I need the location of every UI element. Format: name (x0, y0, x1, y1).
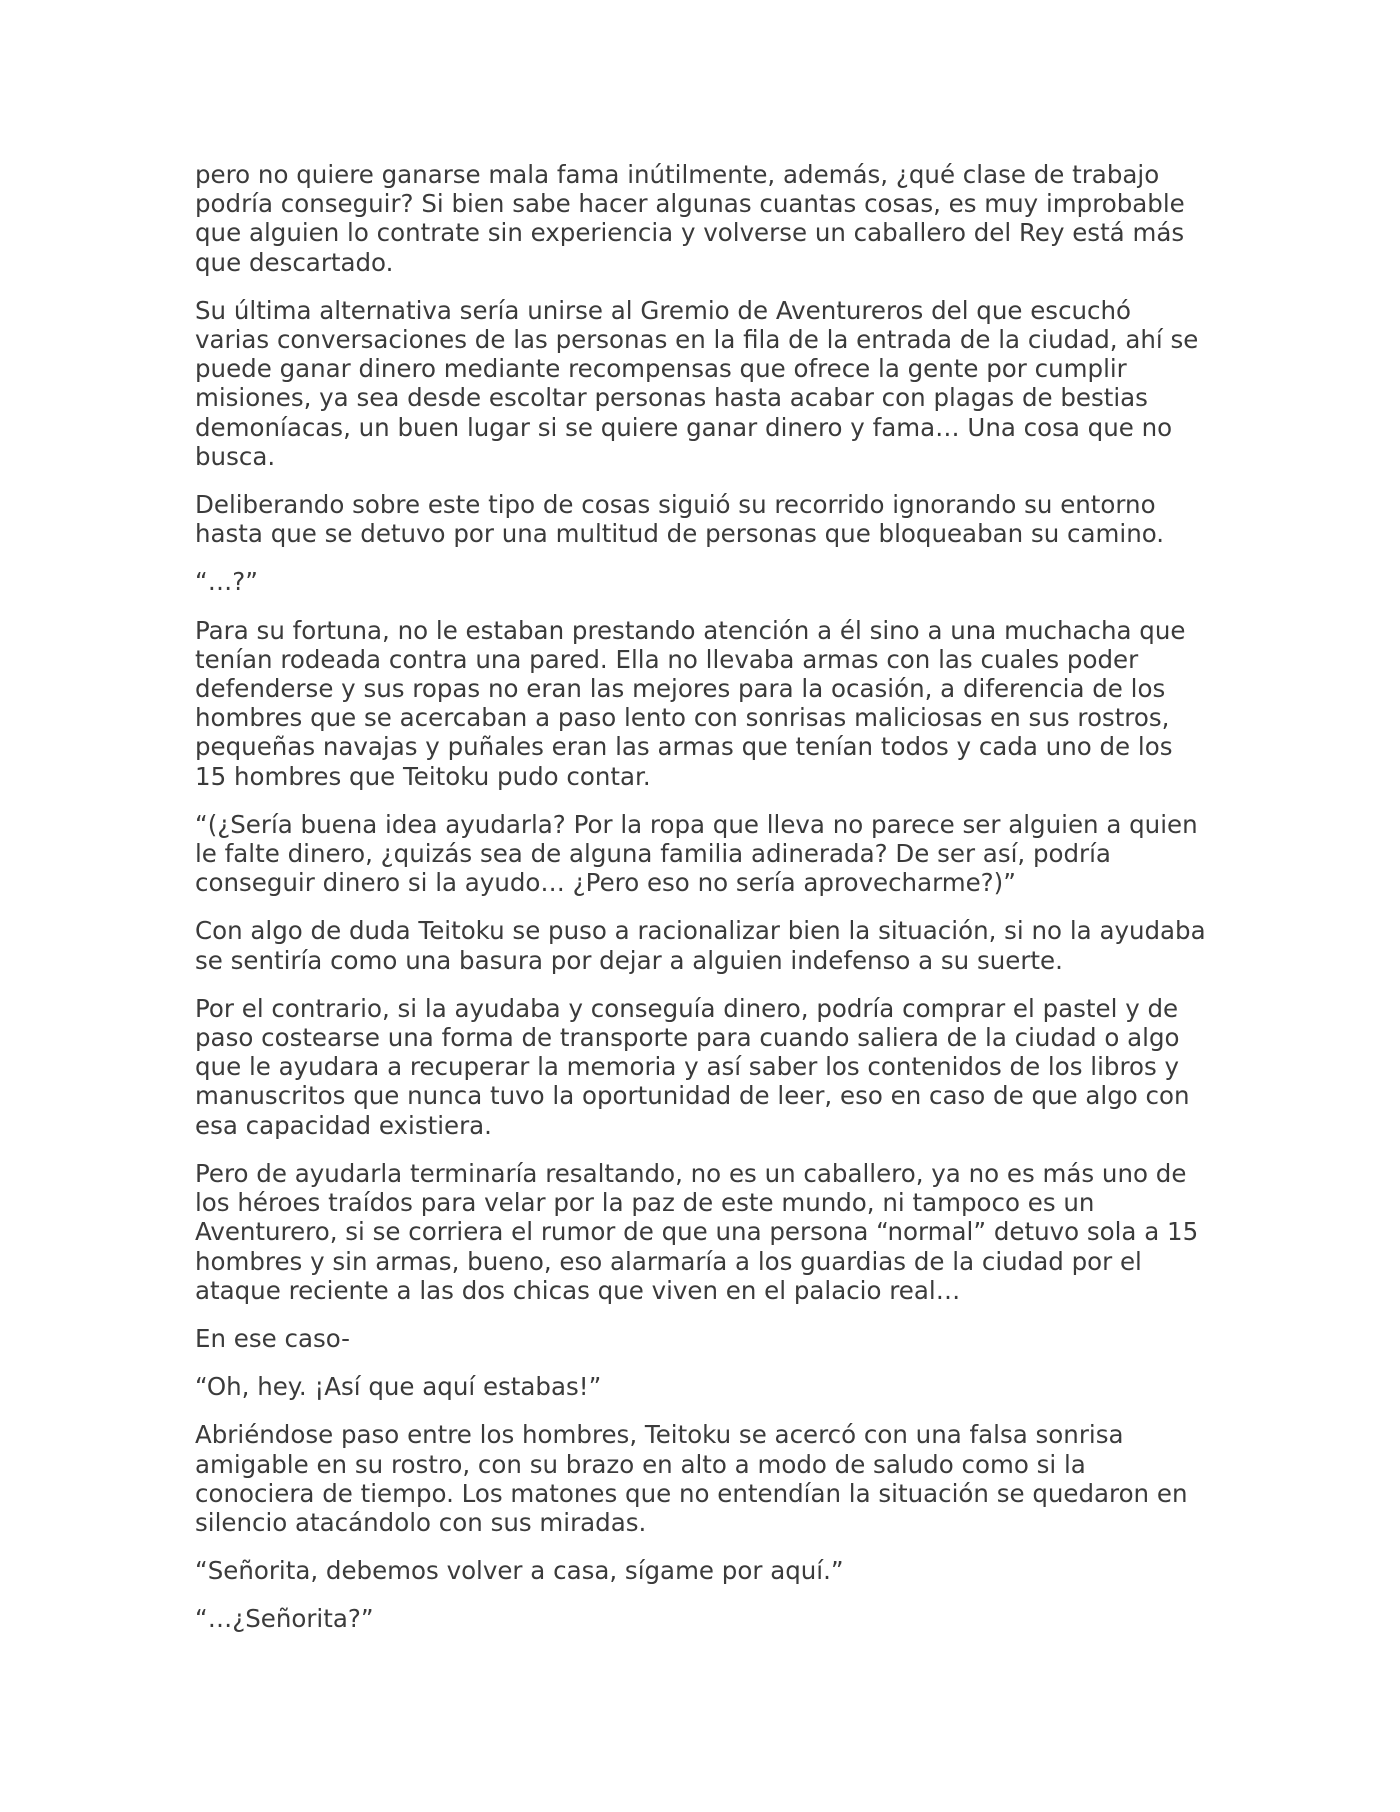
dialogue-line: “…?” (195, 567, 258, 597)
paragraph: pero no quiere ganarse mala fama inútilmente, además, ¿qué clase de trabajo podría conseguir? Si bien sabe hacer algunas cuantas cosas, es muy improbable que alguien lo contrate sin experiencia y volverse un caballero del Rey está más que descartado. (195, 160, 1185, 277)
dialogue-line: “Señorita, debemos volver a casa, sígame por aquí.” (195, 1556, 844, 1586)
paragraph: Su última alternativa sería unirse al Gremio de Aventureros del que escuchó varias conversaciones de las personas en la fila de la entrada de la ciudad, ahí se puede ganar dinero mediante recompensas que ofrece la gente por cumplir misiones, ya sea desde escoltar personas hasta acabar con plagas de bestias demoníacas, un buen lugar si se quiere ganar dinero y fama… Una cosa que no busca. (195, 295, 1199, 471)
document-page (195, 160, 1210, 1653)
paragraph: Con algo de duda Teitoku se puso a racionalizar bien la situación, si no la ayudaba se sentiría como una basura por dejar a alguien indefenso a su suerte. (195, 916, 1206, 975)
paragraph: Deliberando sobre este tipo de cosas siguió su recorrido ignorando su entorno hasta que se detuvo por una multitud de personas que bloqueaban su camino. (195, 490, 1165, 549)
paragraph: En ese caso- (195, 1323, 351, 1353)
dialogue-line: “(¿Sería buena idea ayudarla? Por la ropa que lleva no parece ser alguien a quien le falte dinero, ¿quizás sea de alguna familia adinerada? De ser así, podría conseguir dinero si la ayudo… ¿Pero eso no sería aprovecharme?)” (195, 809, 1198, 898)
paragraph: Para su fortuna, no le estaban prestando atención a él sino a una muchacha que tenían rodeada contra una pared. Ella no llevaba armas con las cuales poder defenderse y sus ropas no eran las mejores para la ocasión, a diferencia de los hombres que se acercaban a paso lento con sonrisas maliciosas en sus rostros, pequeñas navajas y puñales eran las armas que tenían todos y cada uno de los 15 hombres que Teitoku pudo contar. (195, 615, 1186, 791)
dialogue-line: “Oh, hey. ¡Así que aquí estabas!” (195, 1372, 602, 1402)
paragraph: Pero de ayudarla terminaría resaltando, no es un caballero, ya no es más uno de los héroes traídos para velar por la paz de este mundo, ni tampoco es un Aventurero, si se corriera el rumor de que una persona “normal” detuvo sola a 15 hombres y sin armas, bueno, eso alarmaría a los guardias de la ciudad por el ataque reciente a las dos chicas que viven en el palacio real… (195, 1158, 1199, 1305)
paragraph: Por el contrario, si la ayudaba y conseguía dinero, podría comprar el pastel y de paso costearse una forma de transporte para cuando saliera de la ciudad o algo que le ayudara a recuperar la memoria y así saber los contenidos de los libros y manuscritos que nunca tuvo la oportunidad de leer, eso en caso de que algo con esa capacidad existiera. (195, 993, 1190, 1140)
dialogue-line: “…¿Señorita?” (195, 1604, 374, 1634)
paragraph: Abriéndose paso entre los hombres, Teitoku se acercó con una falsa sonrisa amigable en su rostro, con su brazo en alto a modo de saludo como si la conociera de tiempo. Los matones que no entendían la situación se quedaron en silencio atacándolo con sus miradas. (195, 1420, 1188, 1537)
